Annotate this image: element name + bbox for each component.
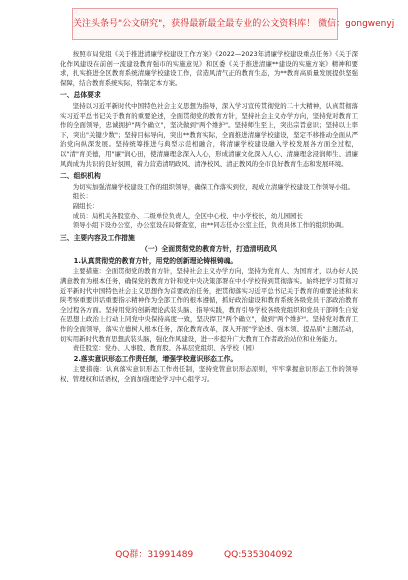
office-paragraph: 领导小组下设办公室，办公室设在局督查室，由**同志任办公室主任，负责具体工作的组织协调。 [72, 221, 348, 230]
subsection1-heading: （一）全面贯彻党的教育方针，打造清明政风 [141, 245, 277, 254]
leader-line: 组长： [72, 192, 92, 201]
intro-paragraph: 按照市局党组《关于推进清廉学校建设工作方案》《2022—2023年清廉学校建设重点任务》《关于深化作风建设在前创一流建设教育强市的实施意见》和区委《关于推进清廉**建设的实施方案》精神和要求，扎实推进全区教育系统清廉学校建设工作，营造风清气正的教育生态，为**教育高质量发展提供坚强保障，结合教育系统实际，特制定本方案。 [60, 50, 358, 87]
section1-heading: 一、总体要求 [60, 91, 101, 100]
item2-paragraph: 主要措施：认真落实意识形态工作责任制，坚持党管意识形态原则，牢牢掌握意识形态工作的领导权、管理权和话语权，全面加强理论学习中心组学习。 [60, 365, 358, 383]
footer-qq-group: QQ群：31991489 [115, 550, 194, 560]
footer-contact [0, 547, 408, 560]
item2-heading: 2.落实意识形态工作责任制，增强学校意识形态工作。 [73, 354, 238, 363]
section1-paragraph: 坚持以习近平新时代中国特色社会主义思想为指导，深入学习宣传贯彻党的二十大精神，认真贯彻落实习近平总书记关于教育的重要论述，全面贯彻党的教育方针，坚持社会主义办学方向，坚持党对教育工作的全面领导，忠诚拥护"两个确立"，坚决做到"两个维护"。坚持师生至上，突出宗旨意识；坚持以上率下，突出"关键少数"；坚持目标导向，突出**教育实际，全面推进清廉学校建设，坚定不移推动全面从严治党向纵深发展。坚持统筹推进与典型示范相融合，将清廉学校建设融入学校发展各方面全过程，以"清"育美德，用"廉"润心田，使清廉理念深入人心，形成清廉文化深入人心、清廉理念浸润师生、清廉风尚成为共识的良好氛围，着力营造清明政风、清净校风、清正教风的全市良好教育生态和发展环境。 [60, 101, 358, 168]
document-body [60, 50, 358, 385]
promo-banner [72, 8, 395, 40]
section3-heading: 三、主要内容及工作措施 [60, 233, 135, 242]
footer-qq: QQ:535304092 [224, 550, 293, 560]
deputy-line: 副组长： [72, 201, 99, 210]
section2-paragraph: 为切实加强清廉学校建设工作的组织领导，确保工作落实到位，现成立清廉学校建设工作领导小组。 [72, 182, 354, 191]
section2-heading: 二、组织机构 [60, 172, 101, 181]
promo-banner-text: 关注头条号"公文研究"，获得最新最全最专业的公文资料库！ 微信：gongwenyj [73, 19, 395, 29]
members-paragraph: 成员：局机关各股室办、二级单位负责人，全区中心校、中小学校长，幼儿园园长 [72, 211, 303, 220]
item1-heading: 1.认真贯彻党的教育方针，用党的创新理论铸根铸魂。 [73, 256, 238, 265]
item1-owner: 责任股室：党办、人事股、教育股、各基层党组织、各学校（园） [72, 344, 259, 353]
item1-paragraph: 主要措施：全面贯彻党的教育方针，坚持社会主义办学方向，坚持为党育人、为国育才，以办好人民满意教育为根本任务，确保党的教育方针和党中央决策部署在中小学校得到贯彻落实。始终把学习贯彻习近平新时代中国特色社会主义思想作为首要政治任务，把贯彻落实习近平总书记关于教育的重要论述和来陕考察重要讲话重要指示精神作为全部工作的根本遵循，抓好政治建设和教育系统各级党员干部政治教育全过程各方面。坚持用党的创新理论武装头脑、指导实践，教育引导学校各级党组织和党员干部师生自觉在思想上政治上行动上同党中央保持高度一致，坚决捍卫"两个确立"，做到"两个维护"。坚持党对教育工作的全面领导，落实立德树人根本任务，深化教育改革，深入开展"学论述、强本领、提品质"主题活动，切实用新时代教育思想武装头脑，强化作风建设，进一步提升广大教育工作者政治站位和业务能力。 [60, 267, 358, 343]
